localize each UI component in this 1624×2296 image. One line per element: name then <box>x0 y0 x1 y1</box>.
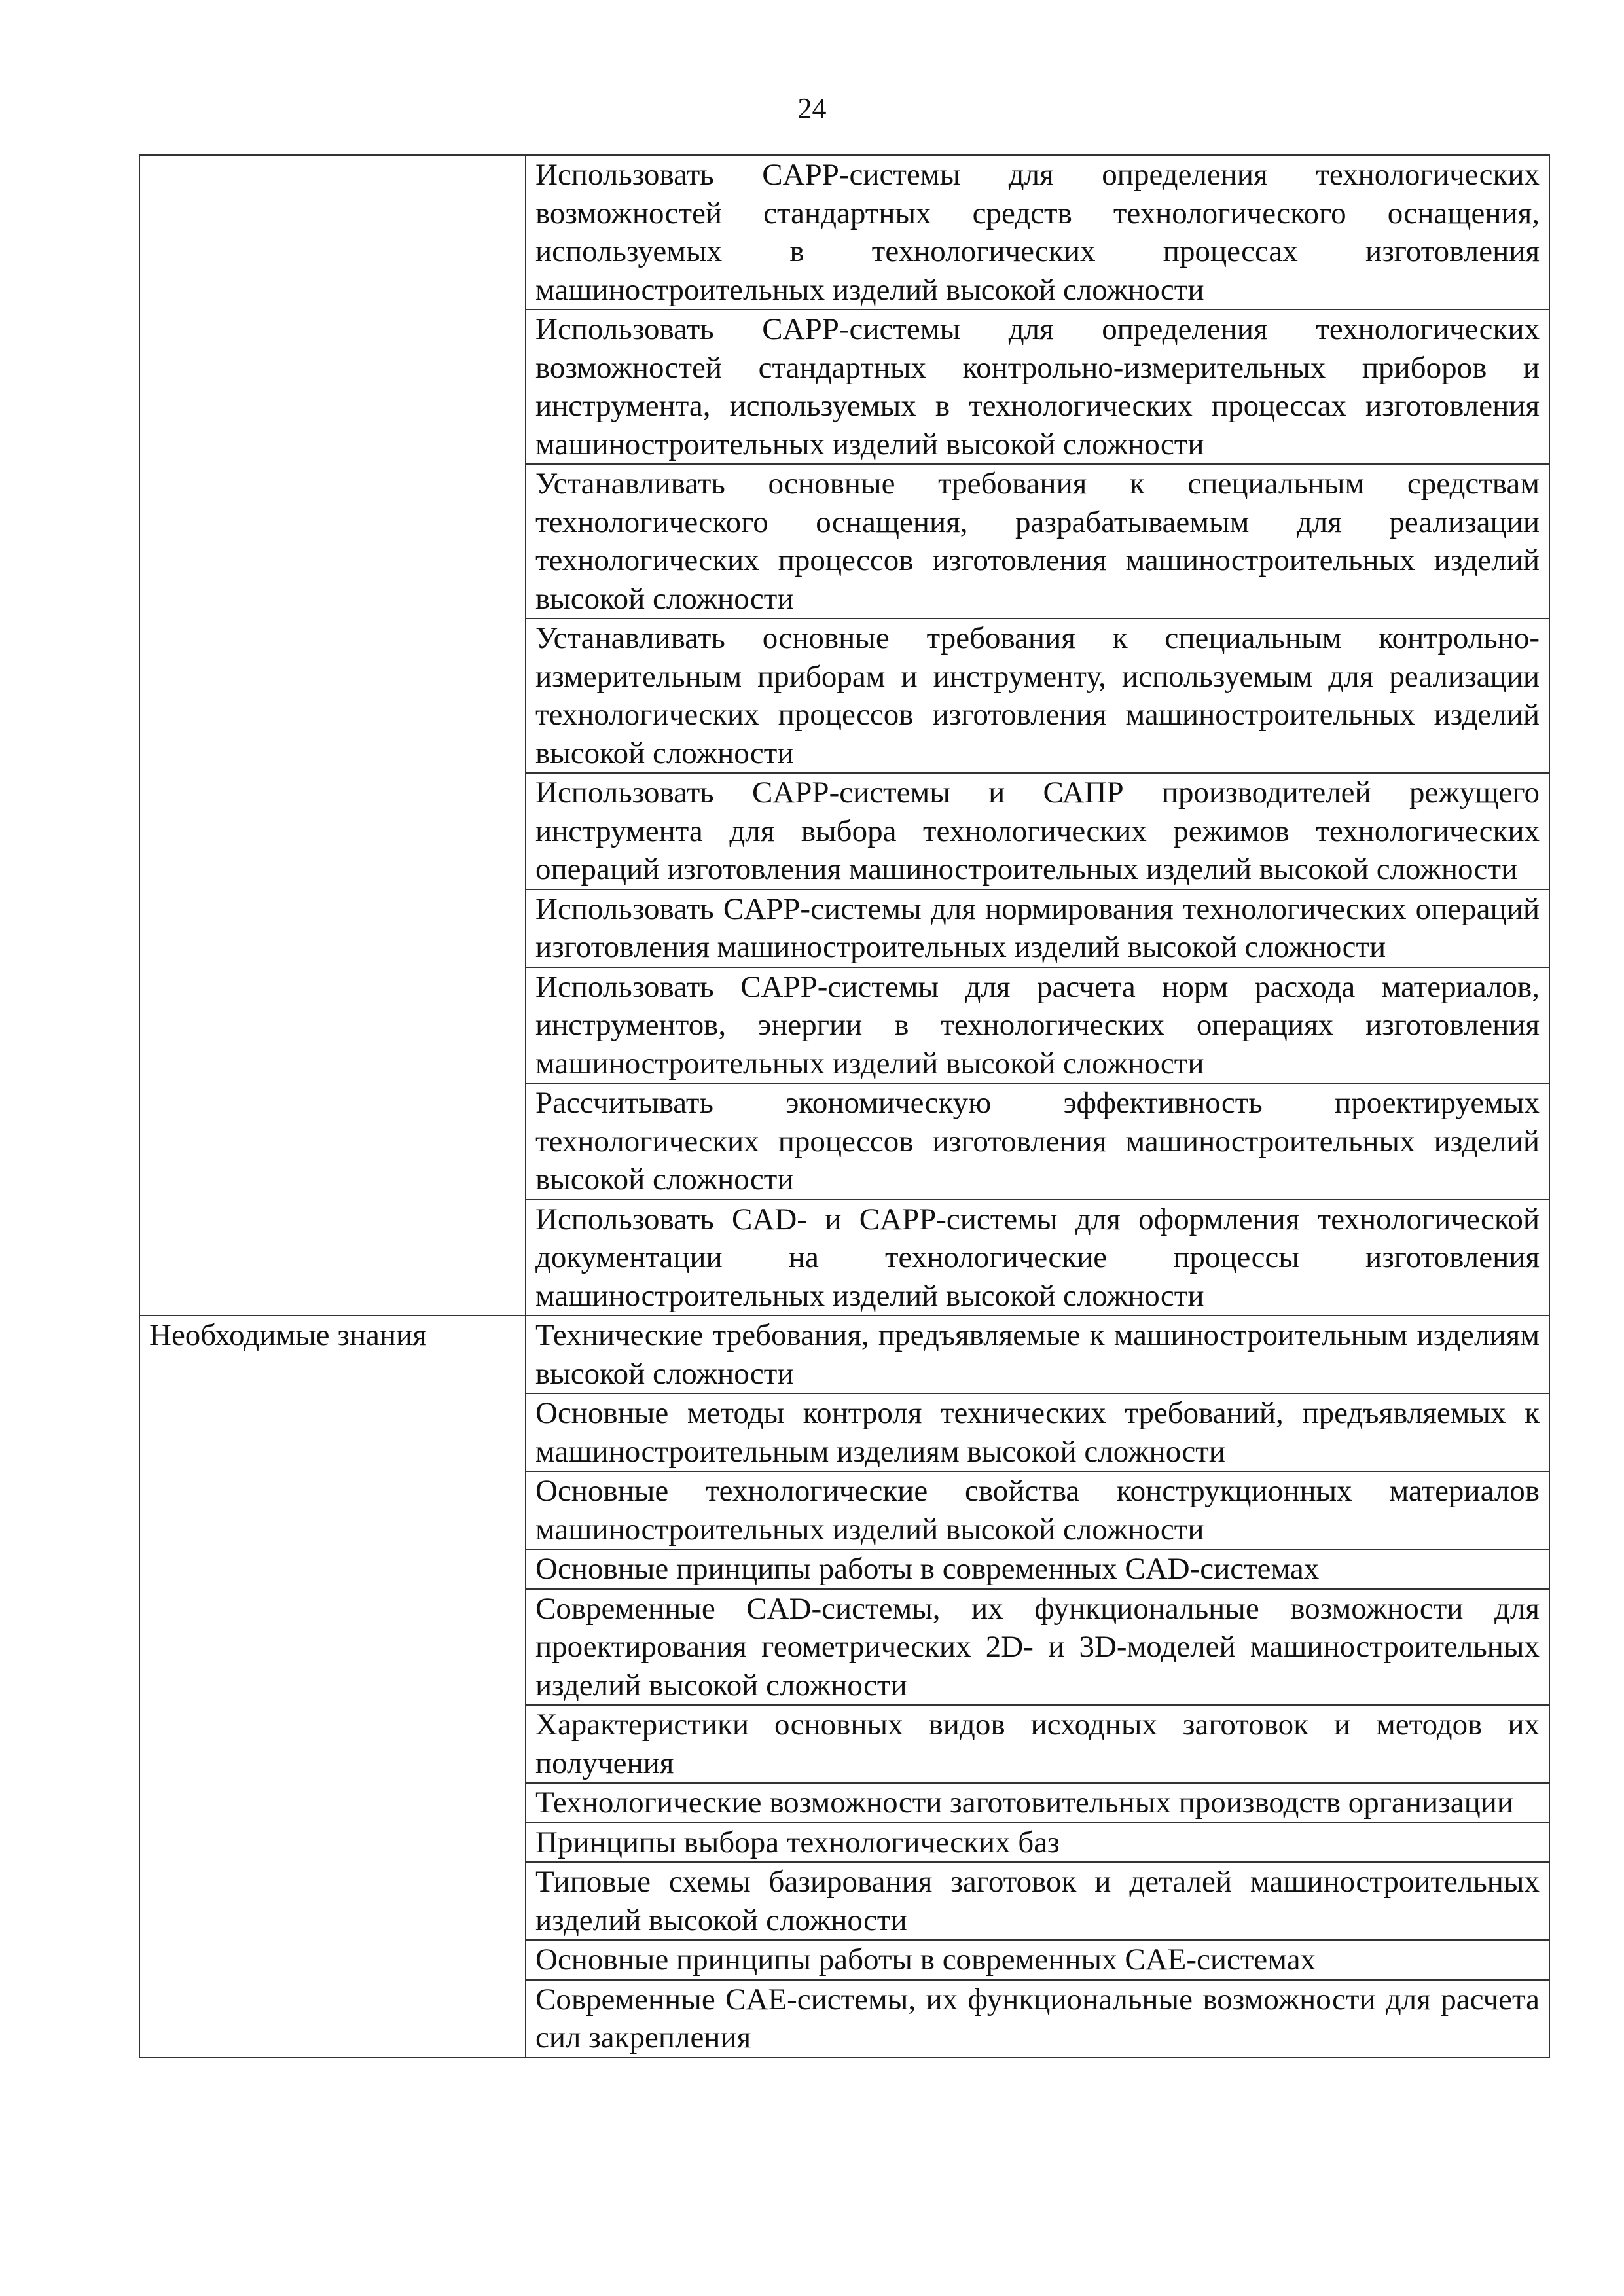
table-cell <box>526 1862 1549 1940</box>
skill-item: Использовать CAPP-системы для нормирования технологических операций изготовления машиностроительных изделий высокой сложности <box>535 891 1540 964</box>
section-label-cell <box>139 155 526 1316</box>
table-cell <box>526 1940 1549 1980</box>
table-cell <box>526 464 1549 619</box>
table-cell <box>526 619 1549 773</box>
skill-item: Использовать CAPP-системы для определения технологических возможностей стандартных средств технологического оснащения, используемых в технологических процессах изготовления машиностроительных изделий высокой сложности <box>535 158 1540 307</box>
table-row <box>139 1316 1549 1393</box>
table-cell <box>526 1783 1549 1823</box>
skill-item: Использовать CAPP-системы для расчета норм расхода материалов, инструментов, энергии в технологических операциях изготовления машиностроительных изделий высокой сложности <box>535 969 1540 1081</box>
table-cell <box>526 889 1549 967</box>
table-row <box>139 155 1549 310</box>
skill-item: Рассчитывать экономическую эффективность проектируемых технологических процессов изготовления машиностроительных изделий высокой сложности <box>535 1086 1540 1196</box>
competency-table <box>139 154 1550 2058</box>
knowledge-item: Современные CAD-системы, их функциональные возможности для проектирования геометрических 2D- и 3D-моделей машиностроительных изделий высокой сложности <box>535 1591 1540 1702</box>
knowledge-item: Основные принципы работы в современных CAD-системах <box>535 1552 1320 1586</box>
knowledge-item: Принципы выбора технологических баз <box>535 1825 1060 1859</box>
knowledge-item: Современные CAE-системы, их функциональные возможности для расчета сил закрепления <box>535 1982 1540 2054</box>
table-cell <box>526 1980 1549 2058</box>
knowledge-item: Типовые схемы базирования заготовок и деталей машиностроительных изделий высокой сложности <box>535 1865 1540 1937</box>
table-cell <box>526 1589 1549 1706</box>
knowledge-item: Технические требования, предъявляемые к машиностроительным изделиям высокой сложности <box>535 1318 1540 1391</box>
table-cell <box>526 773 1549 889</box>
skill-item: Устанавливать основные требования к специальным контрольно-измерительным приборам и инструменту, используемым для реализации технологических процессов изготовления машиностроительных изделий высокой сложности <box>535 621 1540 770</box>
skill-item: Использовать CAPP-системы и САПР производителей режущего инструмента для выбора технологических режимов технологических операций изготовления машиностроительных изделий высокой сложности <box>535 776 1540 886</box>
knowledge-item: Технологические возможности заготовительных производств организации <box>535 1785 1514 1820</box>
table-cell <box>526 1200 1549 1316</box>
skill-item: Использовать CAD- и CAPP-системы для оформления технологической документации на технологические процессы изготовления машиностроительных изделий высокой сложности <box>535 1202 1540 1313</box>
skill-item: Устанавливать основные требования к специальным средствам технологического оснащения, разрабатываемым для реализации технологических процессов изготовления машиностроительных изделий высокой сложности <box>535 467 1540 616</box>
knowledge-item: Характеристики основных видов исходных заготовок и методов их получения <box>535 1708 1540 1780</box>
table-cell <box>526 1705 1549 1783</box>
table-cell <box>526 155 1549 310</box>
table-cell <box>526 967 1549 1084</box>
skill-item: Использовать CAPP-системы для определения технологических возможностей стандартных контрольно-измерительных приборов и инструмента, используемых в технологических процессах изготовления машиностроительных изделий высокой сложности <box>535 312 1540 461</box>
table-cell <box>526 1549 1549 1589</box>
table-cell <box>526 1471 1549 1549</box>
page-number: 24 <box>797 92 827 124</box>
table-cell <box>526 310 1549 464</box>
section-label: Необходимые знания <box>149 1318 427 1352</box>
knowledge-item: Основные технологические свойства конструкционных материалов машиностроительных изделий высокой сложности <box>535 1474 1540 1547</box>
section-label-cell <box>139 1316 526 2058</box>
knowledge-item: Основные методы контроля технических требований, предъявляемых к машиностроительным изделиям высокой сложности <box>535 1396 1540 1469</box>
table-cell <box>526 1083 1549 1200</box>
table-cell <box>526 1823 1549 1863</box>
table-cell <box>526 1316 1549 1393</box>
table-cell <box>526 1393 1549 1471</box>
knowledge-item: Основные принципы работы в современных CAE-системах <box>535 1943 1316 1977</box>
